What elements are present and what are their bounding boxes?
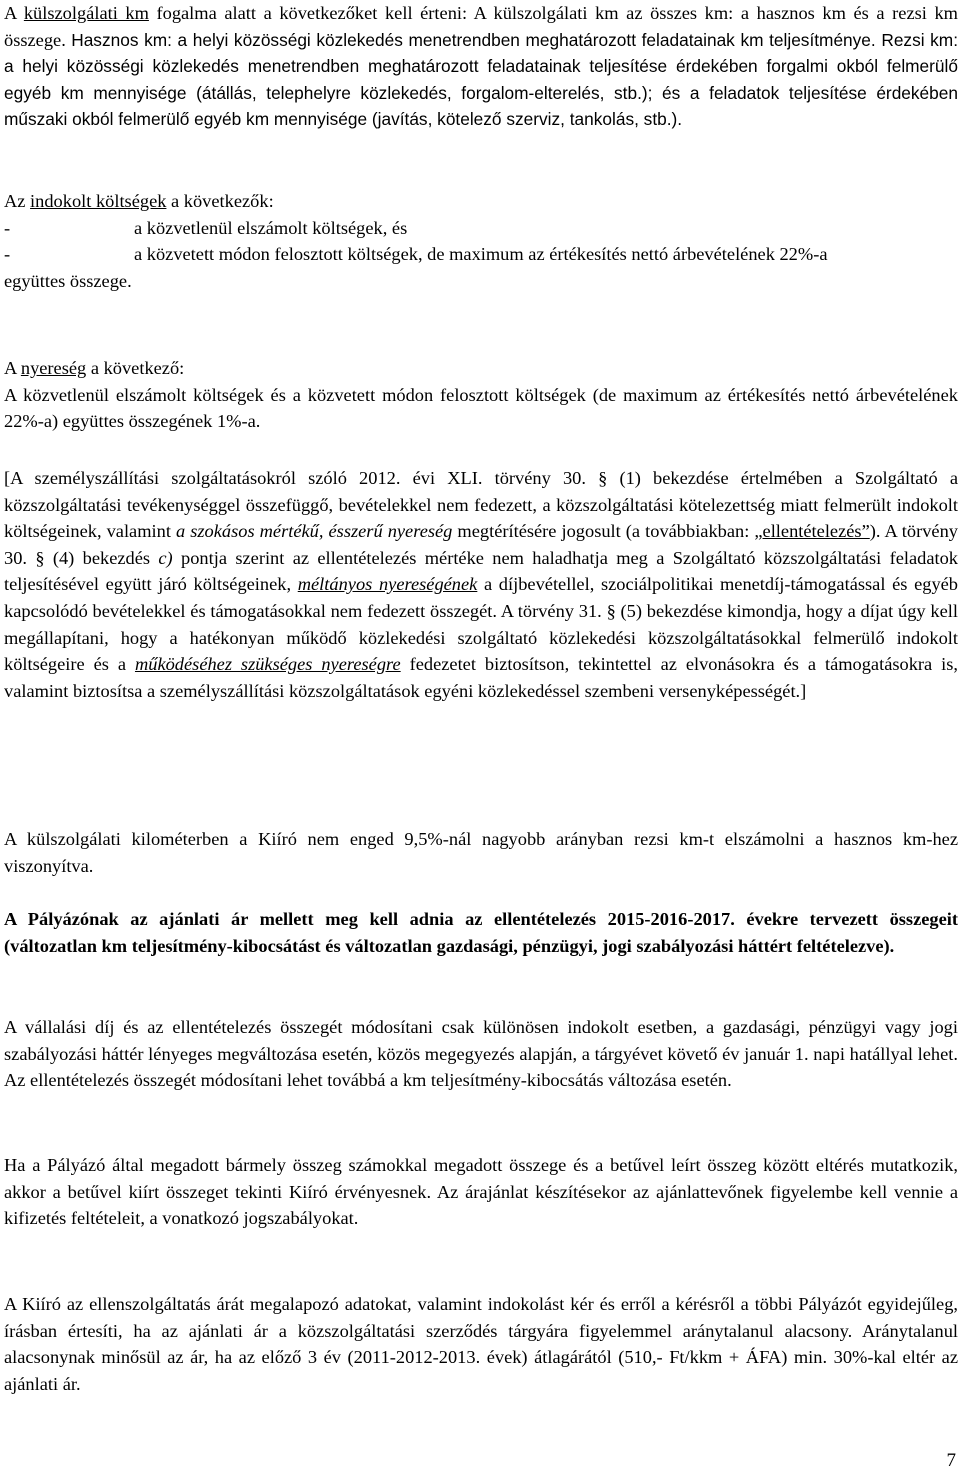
list-item: [4, 241, 958, 268]
emphasis-text: méltányos nyereségének: [297, 574, 478, 595]
page-number: 7: [946, 1450, 956, 1471]
text-run: a következők:: [166, 191, 274, 211]
emphasis-text: a szokásos mértékű, ésszerű nyereség: [175, 521, 453, 542]
list-item-text: a közvetett módon felosztott költségek, de maximum az értékesítés nettó árbevételének 22%-a: [134, 244, 828, 265]
term-ellentetelezes: „ellentételezés”: [754, 521, 870, 542]
paragraph-aranytalanul-alacsony: A Kiíró az ellenszolgáltatás árát megalapozó adatokat, valamint indokolást kér és erről a kérésről a többi Pályázót egyidejűleg, írásban értesíti, ha az ajánlati ár a közszolgáltatási szerződés tárgyára figyelemmel aránytalanul alacsony. Aránytalanul alacsonynak minősül az ár, ha az előző 3 év (2011-2012-2013. évek) átlagárától (510,- Ft/kkm + ÁFA) min. 30%-kal eltér az ajánlati ár.: [4, 1294, 958, 1394]
list-bullet: -: [4, 217, 11, 238]
emphasis-text: c): [158, 547, 173, 568]
paragraph-nyereseg: [4, 355, 958, 435]
list-item: [4, 215, 958, 242]
text-run: [A személyszállítási szolgáltatásokról szóló 2012. évi XLI. törvény 30. § (1) bekezdése értelmében a Szolgáltató a közszolgáltatási tevékenységgel összefüggő, bevételekkel nem fedezett, a közszolgáltatási kötelezettség miatt felmerült indokolt költségeinek, valamint: [4, 468, 958, 542]
paragraph-dij-modositas: A vállalási díj és az ellentételezés összegét módosítani csak különösen indokolt esetben, a gazdasági, pénzügyi vagy jogi szabályozási háttér lényeges megváltozása esetén, közös megegyezés alapján, a tárgyévet követő év január 1. napi hatállyal lehet. Az ellentételezés összegét módosítani lehet továbbá a km teljesítmény-kibocsátás változása esetén.: [4, 1017, 958, 1091]
paragraph-osszeg-elteres: Ha a Pályázó által megadott bármely összeg számokkal megadott összege és a betűvel leírt összeg között eltérés mutatkozik, akkor a betűvel kiírt összeget tekinti Kiíró érvényesnek. Az árajánlat készítésekor az ajánlattevőnek figyelembe kell vennie a kifizetés feltételeit, a vonatkozó jogszabályokat.: [4, 1155, 958, 1229]
text-run: ). A törvény 30. § (4) bekezdés: [4, 521, 958, 568]
list-tail: együttes összege.: [4, 270, 132, 291]
paragraph-km-definition: [4, 0, 958, 133]
paragraph-ellentetelezes-requirement: A Pályázónak az ajánlati ár mellett meg kell adnia az ellentételezés 2015-2016-2017. évekre tervezett összegeit (változatlan km teljesítmény-kibocsátást és változatlan gazdasági, pénzügyi, jogi szabályozási háttért feltételezve).: [4, 909, 958, 956]
paragraph-text: A közvetlenül elszámolt költségek és a közvetett módon felosztott költségek (de maximum az értékesítés nettó árbevételének 22%-a) együttes összegének 1%-a.: [4, 384, 958, 432]
text-run: pontja szerint az ellentételezés mértéke nem haladhatja meg a Szolgáltató közszolgáltatási feladatok teljesítésével együtt járó költségeinek,: [4, 547, 958, 595]
heading-line: [4, 355, 958, 382]
term-kulszolgalati-km: külszolgálati km: [23, 3, 149, 23]
text-run-sans: Hasznos km: a helyi közösségi közlekedés menetrendben meghatározott feladatainak km teljesítménye. Rezsi km: a helyi közösségi közlekedés menetrendben meghatározott feladatainak teljesítése érdekében forgalmi okból felmerülő egyéb km mennyisége (átállás, telephelyre közlekedés, forgalom-elterelés, stb.); és a feladatok teljesítése érdekében műszaki okból felmerülő egyéb km mennyisége (javítás, kötelező szerviz, tankolás, stb.).: [4, 29, 959, 130]
emphasis-text: működéséhez szükséges nyereségre: [134, 654, 401, 675]
text-run: Az: [4, 191, 31, 211]
term-indokolt-koltsegek: indokolt költségek: [30, 191, 167, 211]
text-run: A: [4, 3, 24, 23]
text-run: fedezetet biztosítson, tekintettel az elvonásokra és a támogatásokra is, valamint biztosítsa a személyszállítási közszolgáltatások egyéni közlekedéssel szembeni versenyképességét.]: [4, 654, 958, 701]
paragraph-law-citation: [4, 465, 958, 704]
heading-line: [4, 188, 958, 215]
text-run: fogalma alatt a következőket kell érteni: A külszolgálati km az összes km: a hasznos km és a rezsi km összege.: [4, 3, 958, 50]
term-nyereseg: nyereség: [20, 358, 87, 378]
text-run: a következő:: [86, 358, 185, 378]
text-run: a díjbevétellel, szociálpolitikai menetdíj-támogatással és egyéb kapcsolódó bevételekkel és támogatásokkal nem fedezett összegét. A törvény 31. § (5) bekezdése kimondja, hogy a díjat úgy kell megállapítani, hogy a hatékonyan működő közlekedési szolgáltató közlekedési közszolgáltatásokkal felmerülő indokolt költségeire és a: [4, 574, 958, 675]
list-item-text: a közvetlenül elszámolt költségek, és: [134, 217, 408, 238]
text-run: A: [4, 358, 21, 378]
paragraph-indokolt-koltsegek: [4, 188, 958, 294]
list-bullet: -: [4, 244, 11, 265]
paragraph-rezsi-km-limit: A külszolgálati kilométerben a Kiíró nem enged 9,5%-nál nagyobb arányban rezsi km-t elszámolni a hasznos km-hez viszonyítva.: [4, 829, 958, 876]
text-run: megtérítésére jogosult (a továbbiakban:: [452, 521, 755, 542]
